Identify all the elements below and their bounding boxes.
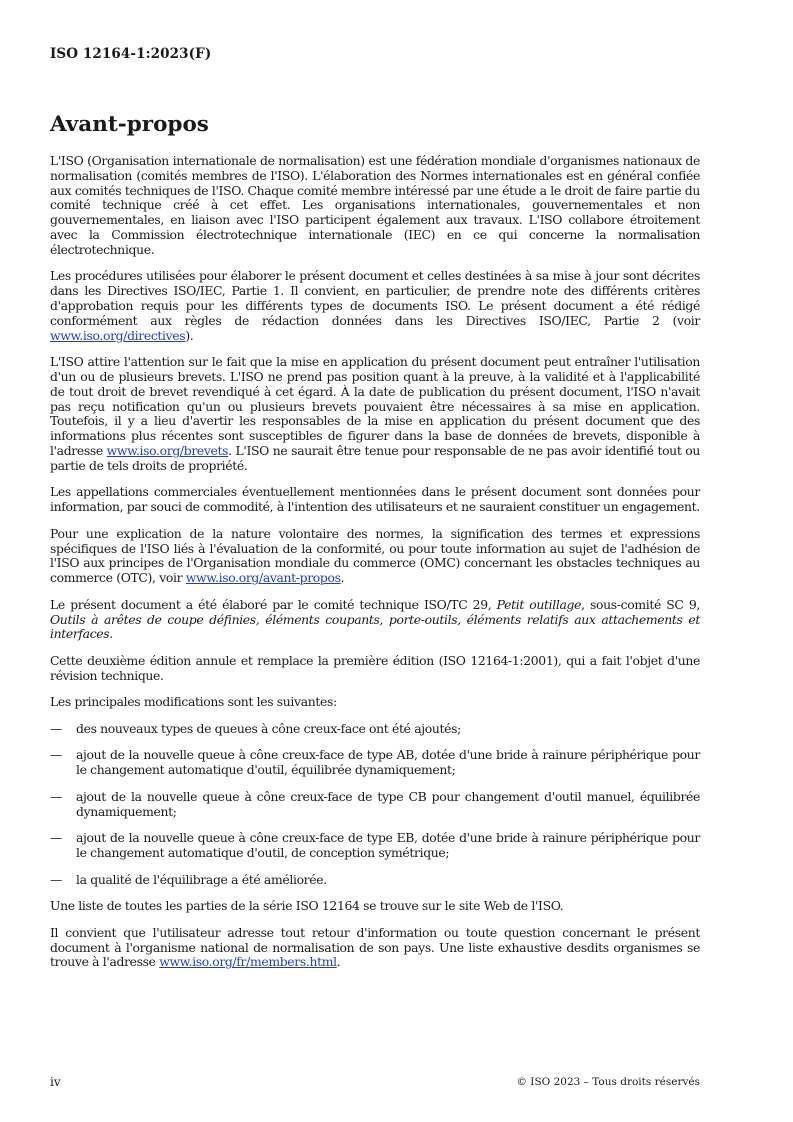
list-dash: —: [50, 720, 63, 736]
list-item: — ajout de la nouvelle queue à cône creux-face de type AB, dotée d'une bride à rainure périphérique pour le changement automatique d'outil, équilibrée dynamiquement;: [50, 747, 700, 778]
foreword-link[interactable]: www.iso.org/avant-propos: [185, 570, 341, 586]
list-item: — ajout de la nouvelle queue à cône creux-face de type CB pour changement d'outil manuel, équilibrée dynamiquement;: [50, 788, 700, 819]
copyright-notice: © ISO 2023 – Tous droits réservés: [516, 1076, 700, 1088]
paragraph-procedures: Les procédures utilisées pour élaborer le présent document et celles destinées à sa mise à jour sont décrites dans les Directives ISO/IEC, Partie 1. Il convient, en particulier, de prendre note des différents critères d'approbation requis pour les différents types de documents ISO. Le présent document a été rédigé conformément aux règles de rédaction données dans les Directives ISO/IEC, Partie 2 (voir www.iso.org/directives).: [50, 268, 700, 343]
list-item: — des nouveaux types de queues à cône creux-face ont été ajoutés;: [50, 720, 461, 736]
document-body: [50, 154, 700, 982]
page-title: Avant-propos: [50, 112, 209, 137]
paragraph-parts-list: Une liste de toutes les parties de la série ISO 12164 se trouve sur le site Web de l'ISO.: [50, 898, 564, 914]
paragraph-voluntary-nature: Pour une explication de la nature volontaire des normes, la signification des termes et expressions spécifiques de l'ISO liés à l'évaluation de la conformité, ou pour toute information au sujet de l'adhésion de l'ISO aux principes de l'Organisation mondiale du commerce (OMC) concernant les obstacles techniques au commerce (OTC), voir www.iso.org/avant-propos.: [50, 525, 700, 586]
page-number: iv: [50, 1075, 61, 1089]
document-id: ISO 12164-1:2023(F): [50, 46, 212, 62]
paragraph-iso-intro: L'ISO (Organisation internationale de normalisation) est une fédération mondiale d'organismes nationaux de normalisation (comités membres de l'ISO). L'élaboration des Normes internationales est en général confiée aux comités techniques de l'ISO. Chaque comité membre intéressé par une étude a le droit de faire partie du comité technique créé à cet effet. Les organisations internationales, gouvernementales et non gouvernementales, en liaison avec l'ISO participent également aux travaux. L'ISO collabore étroitement avec la Commission électrotechnique internationale (IEC) en ce qui concerne la normalisation électrotechnique.: [50, 153, 700, 257]
list-dash: —: [50, 871, 63, 887]
list-item: — ajout de la nouvelle queue à cône creux-face de type EB, dotée d'une bride à rainure périphérique pour le changement automatique d'outil, de conception symétrique;: [50, 830, 700, 861]
list-dash: —: [50, 747, 63, 763]
paragraph-feedback: Il convient que l'utilisateur adresse tout retour d'information ou toute question concernant le présent document à l'organisme national de normalisation de son pays. Une liste exhaustive desdits organismes se trouve à l'adresse www.iso.org/fr/members.html.: [50, 924, 700, 970]
directives-link[interactable]: www.iso.org/directives: [50, 327, 186, 343]
paragraph-patents: L'ISO attire l'attention sur le fait que la mise en application du présent document peut entraîner l'utilisation d'un ou de plusieurs brevets. L'ISO ne prend pas position quant à la preuve, à la validité et à l'applicabilité de tout droit de brevet revendiqué à cet égard. À la date de publication du présent document, l'ISO n'avait pas reçu notification qu'un ou plusieurs brevets pouvaient être nécessaires à sa mise en application. Toutefois, il y a lieu d'avertir les responsables de la mise en application du présent document que des informations plus récentes sont susceptibles de figurer dans la base de données de brevets, disponible à l'adresse www.iso.org/brevets. L'ISO ne saurait être tenue pour responsable de ne pas avoir identifié tout ou partie de tels droits de propriété.: [50, 354, 700, 473]
list-item: — la qualité de l'équilibrage a été améliorée.: [50, 871, 327, 887]
members-link[interactable]: www.iso.org/fr/members.html: [159, 954, 337, 970]
list-dash: —: [50, 830, 63, 846]
paragraph-edition: Cette deuxième édition annule et remplace la première édition (ISO 12164-1:2001), qui a fait l'objet d'une révision technique.: [50, 652, 700, 683]
patents-link[interactable]: www.iso.org/brevets: [106, 442, 229, 458]
paragraph-committee: Le présent document a été élaboré par le comité technique ISO/TC 29, Petit outillage, sous-comité SC 9, Outils à arêtes de coupe définies, éléments coupants, porte-outils, éléments relatifs aux attachements et interfaces.: [50, 596, 700, 642]
list-dash: —: [50, 788, 63, 804]
paragraph-trade-names: Les appellations commerciales éventuellement mentionnées dans le présent document sont données pour information, par souci de commodité, à l'intention des utilisateurs et ne sauraient constituer un engagement.: [50, 484, 700, 515]
paragraph-changes-intro: Les principales modifications sont les suivantes:: [50, 694, 337, 710]
